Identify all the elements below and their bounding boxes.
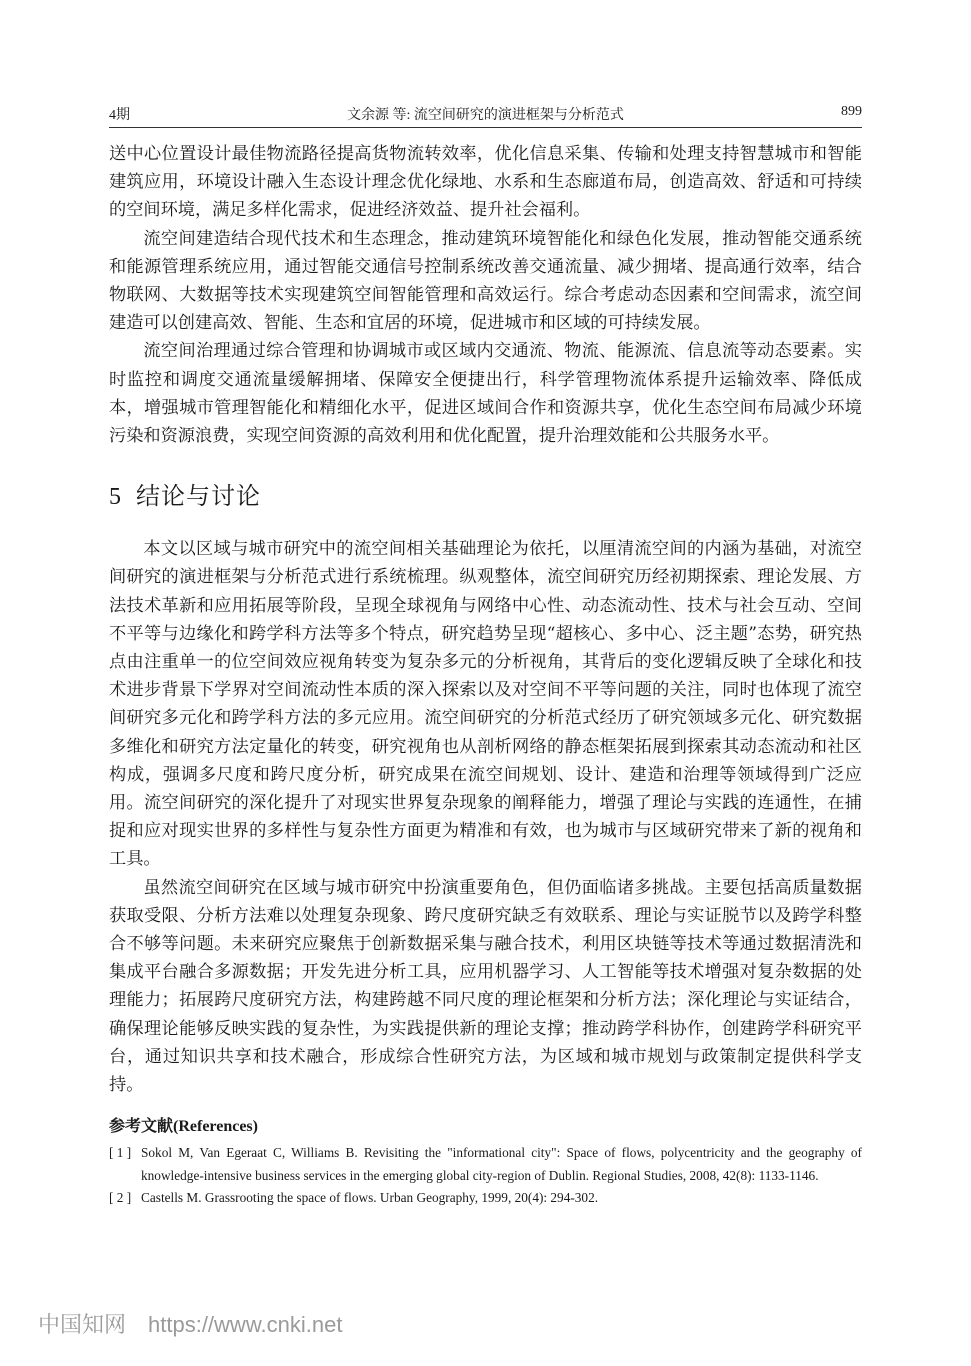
reference-number: [ 1 ]: [109, 1145, 132, 1161]
reference-number: [ 2 ]: [109, 1190, 132, 1206]
running-title: 文余源 等: 流空间研究的演进框架与分析范式: [347, 108, 624, 123]
paragraph: 本文以区域与城市研究中的流空间相关基础理论为依托，以厘清流空间的内涵为基础，对流空间研究的演进框架与分析范式进行系统梳理。纵观整体，流空间研究历经初期探索、理论发展、方法技术革新和应用拓展等阶段，呈现全球视角与网络中心性、动态流动性、技术与社会互动、空间不平等与边缘化和跨学科方法等多个特点，研究趋势呈现“超核心、多中心、泛主题”态势，研究热点由注重单一的位空间效应视角转变为复杂多元的分析视角，其背后的变化逻辑反映了全球化和技术进步背景下学界对空间流动性本质的深入探索以及对空间不平等问题的关注，同时也体现了流空间研究多元化和跨学科方法的多元应用。流空间研究的分析范式经历了研究领域多元化、研究数据多维化和研究方法定量化的转变，研究视角也从剖析网络的静态框架拓展到探索其动态流动和社区构成，强调多尺度和跨尺度分析，研究成果在流空间规划、设计、建造和治理等领域得到广泛应用。流空间研究的深化提升了对现实世界复杂现象的阐释能力，增强了理论与实践的连通性，在捕捉和应对现实世界的多样性与复杂性方面更为精准和有效，也为城市与区域研究带来了新的视角和工具。: [109, 539, 862, 870]
reference-item: [109, 1187, 862, 1209]
paragraph: 流空间建造结合现代技术和生态理念，推动建筑环境智能化和绿色化发展，推动智能交通系统和能源管理系统应用，通过智能交通信号控制系统改善交通流量、减少拥堵、提高通行效率，结合物联网、大数据等技术实现建筑空间智能管理和高效运行。综合考虑动态因素和空间需求，流空间建造可以创建高效、智能、生态和宜居的环境，促进城市和区域的可持续发展。: [109, 228, 862, 334]
reference-text: Sokol M, Van Egeraat C, Williams B. Revisiting the "informational city": Space of flows, polycentricity and the geography of knowledge-intensive business services in the emerging global city-region of Dublin. Regional Studies, 2008, 42(8): 1133-1146.: [141, 1145, 862, 1183]
paragraph: 虽然流空间研究在区域与城市研究中扮演重要角色，但仍面临诸多挑战。主要包括高质量数据获取受限、分析方法难以处理复杂现象、跨尺度研究缺乏有效联系、理论与实证脱节以及跨学科整合不够等问题。未来研究应聚焦于创新数据采集与融合技术，利用区块链等技术等通过数据清洗和集成平台融合多源数据；开发先进分析工具，应用机器学习、人工智能等技术增强对复杂数据的处理能力；拓展跨尺度研究方法，构建跨越不同尺度的理论框架和分析方法；深化理论与实证结合，确保理论能够反映实践的复杂性，为实践提供新的理论支撑；推动跨学科协作，创建跨学科研究平台，通过知识共享和技术融合，形成综合性研究方法，为区域和城市规划与政策制定提供科学支持。: [109, 877, 862, 1096]
paragraph: 流空间治理通过综合管理和协调城市或区域内交通流、物流、能源流、信息流等动态要素。实时监控和调度交通流量缓解拥堵、保障安全便捷出行，科学管理物流体系提升运输效率、降低成本，增强城市管理智能化和精细化水平，促进区域间合作和资源共享，优化生态空间布局减少环境污染和资源浪费，实现空间资源的高效利用和优化配置，提升治理效能和公共服务水平。: [109, 341, 862, 447]
paragraph: 送中心位置设计最佳物流路径提高货物流转效率，优化信息采集、传输和处理支持智慧城市和智能建筑应用，环境设计融入生态设计理念优化绿地、水系和生态廊道布局，创造高效、舒适和可持续的空间环境，满足多样化需求，促进经济效益、提升社会福利。: [109, 144, 862, 221]
cnki-watermark: [38, 1308, 342, 1339]
watermark-url: https://www.cnki.net: [148, 1312, 343, 1337]
section-title: 结论与讨论: [136, 484, 261, 511]
article-body: [109, 140, 862, 1210]
header-rule: [109, 127, 862, 128]
section-number: 5: [109, 484, 122, 511]
references-heading: 参考文献(References): [109, 1118, 258, 1136]
reference-text: Castells M. Grassrooting the space of flows. Urban Geography, 1999, 20(4): 294-302.: [141, 1190, 599, 1206]
issue-label: 4期: [109, 108, 130, 123]
running-header: [109, 104, 862, 124]
page-number: 899: [841, 104, 862, 119]
watermark-brand: 中国知网: [38, 1313, 127, 1338]
section-heading: [109, 476, 862, 511]
reference-item: [109, 1142, 862, 1187]
